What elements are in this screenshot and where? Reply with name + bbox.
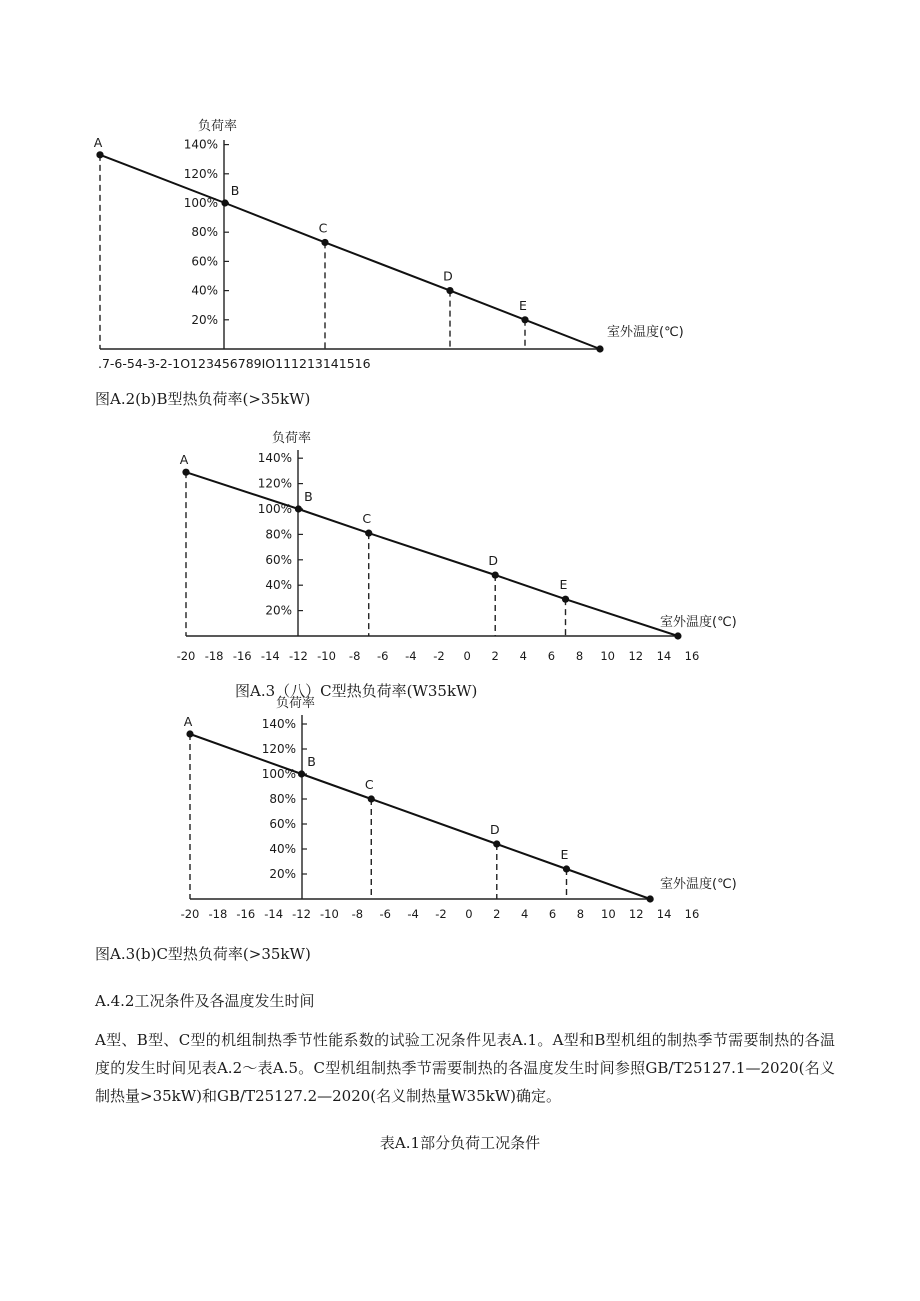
y-tick-label: 120% [183, 166, 218, 181]
y-tick-label: 140% [257, 451, 292, 466]
x-tick-label: -18 [208, 907, 228, 921]
x-tick-label: -20 [176, 649, 196, 663]
point-label-a: A [93, 134, 103, 150]
chart-c-type-heat-load-large [0, 697, 740, 927]
x-tick-label: -10 [320, 907, 339, 921]
y-tick-label: 80% [269, 792, 296, 806]
chart-c-type-heat-load-small [0, 430, 740, 670]
point-a [182, 469, 189, 476]
point-e [521, 316, 528, 323]
x-tick-label: 10 [601, 907, 616, 921]
point-label-b: B [230, 183, 240, 198]
point-d [492, 571, 499, 578]
x-tick-label: 2 [493, 907, 501, 921]
x-tick-label: 2 [491, 649, 499, 663]
point-b [298, 770, 305, 777]
x-tick-label: -2 [433, 649, 445, 663]
y-tick-label: 100% [261, 767, 296, 781]
x-tick-label: 4 [519, 649, 527, 663]
y-tick-label: 140% [183, 137, 218, 152]
point-c [365, 530, 372, 537]
x-tick-label: -16 [232, 649, 252, 663]
x-tick-label: -6 [377, 649, 389, 663]
y-tick-label: 100% [183, 196, 218, 210]
y-tick-label: 60% [265, 552, 292, 567]
y-tick-label: 80% [265, 527, 292, 542]
point-zero [674, 632, 681, 639]
chart-caption-c-type-large: 图A.3(b)C型热负荷率(>35kW) [95, 945, 311, 963]
x-tick-label: -12 [292, 907, 311, 921]
x-tick-label: 10 [600, 649, 615, 663]
point-label-c: C [318, 220, 328, 236]
load-line [186, 472, 678, 636]
x-tick-label: 0 [463, 649, 471, 663]
point-a [186, 730, 193, 737]
y-tick-label: 100% [257, 502, 292, 516]
y-tick-label: 20% [269, 867, 296, 881]
point-label-b: B [304, 489, 313, 504]
y-tick-label: 40% [191, 283, 218, 298]
x-tick-label: 14 [656, 907, 672, 921]
point-b [221, 199, 228, 206]
x-tick-label: -8 [348, 649, 361, 663]
chart-b-type-heat-load [0, 110, 720, 375]
y-axis-title: 负荷率 [276, 696, 316, 711]
y-tick-label: 60% [269, 817, 296, 831]
x-tick-label: 14 [656, 649, 672, 663]
chart-caption-c-type-small: 图A.3（八）C型热负荷率(W35kW) [235, 682, 478, 700]
point-zero [647, 895, 654, 902]
x-tick-label: 12 [628, 907, 644, 921]
x-tick-label: 16 [684, 649, 700, 663]
y-tick-label: 120% [257, 476, 292, 491]
x-tick-label: -14 [264, 907, 284, 921]
point-label-e: E [560, 847, 569, 862]
point-label-d: D [489, 822, 500, 837]
point-c [368, 795, 375, 802]
x-tick-labels: .7-6-54-3-2-1O123456789IO111213141516 [98, 356, 371, 371]
point-label-e: E [519, 297, 527, 313]
x-tick-label: -10 [317, 649, 336, 663]
y-tick-label: 80% [191, 225, 218, 240]
x-tick-label: -4 [405, 649, 417, 663]
y-tick-label: 40% [269, 842, 296, 856]
x-tick-label: -16 [236, 907, 256, 921]
y-axis-title: 负荷率 [272, 431, 312, 446]
x-tick-label: -20 [180, 907, 200, 921]
x-axis-title: 室外温度(℃) [660, 615, 737, 630]
point-label-a: A [179, 452, 189, 468]
x-tick-label: -6 [379, 907, 391, 921]
point-label-a: A [183, 714, 193, 729]
x-axis-title: 室外温度(℃) [660, 877, 737, 892]
chart-caption-b-type: 图A.2(b)B型热负荷率(>35kW) [95, 390, 311, 408]
point-label-b: B [307, 754, 316, 769]
section-heading: A.4.2工况条件及各温度发生时间 [95, 992, 315, 1010]
x-tick-label: 16 [684, 907, 700, 921]
y-tick-label: 20% [191, 312, 218, 327]
y-tick-label: 60% [191, 254, 218, 269]
x-tick-label: 6 [548, 907, 557, 921]
x-tick-label: 0 [465, 907, 473, 921]
point-e [562, 596, 569, 603]
table-title: 表A.1部分负荷工况条件 [379, 1134, 541, 1152]
x-tick-label: -12 [289, 649, 308, 663]
x-tick-label: -8 [351, 907, 364, 921]
point-c [321, 239, 328, 246]
x-tick-label: 8 [575, 649, 584, 663]
point-label-e: E [559, 577, 568, 593]
point-d [493, 840, 500, 847]
x-tick-label: -14 [260, 649, 280, 663]
point-label-c: C [364, 777, 374, 792]
x-tick-label: 6 [547, 649, 556, 663]
point-label-d: D [488, 553, 499, 569]
x-tick-label: 4 [521, 907, 529, 921]
point-a [96, 151, 103, 158]
x-tick-label: -18 [204, 649, 224, 663]
x-tick-label: -2 [435, 907, 447, 921]
x-tick-label: -4 [407, 907, 419, 921]
section-paragraph: A型、B型、C型的机组制热季节性能系数的试验工况条件见表A.1。A型和B型机组的制热季节需要制热的各温度的发生时间见表A.2～表A.5。C型机组制热季节需要制热的各温度发生时间参照GB/T25127.1—2020(名义制热量>35kW)和GB/T25127.2—2020(名义制热量W35kW)确定。 [95, 1031, 835, 1105]
x-axis-title: 室外温度(℃) [607, 325, 684, 340]
point-e [563, 865, 570, 872]
y-tick-label: 20% [265, 603, 292, 618]
y-tick-label: 40% [265, 578, 292, 593]
point-label-d: D [443, 268, 453, 284]
y-tick-label: 120% [261, 742, 296, 756]
x-tick-label: 12 [628, 649, 644, 663]
x-tick-label: 8 [576, 907, 585, 921]
point-zero [596, 345, 603, 352]
point-b [295, 505, 302, 512]
point-d [446, 287, 453, 294]
point-label-c: C [362, 511, 372, 527]
load-line [190, 734, 650, 899]
y-axis-title: 负荷率 [198, 119, 238, 134]
y-tick-label: 140% [261, 717, 296, 731]
